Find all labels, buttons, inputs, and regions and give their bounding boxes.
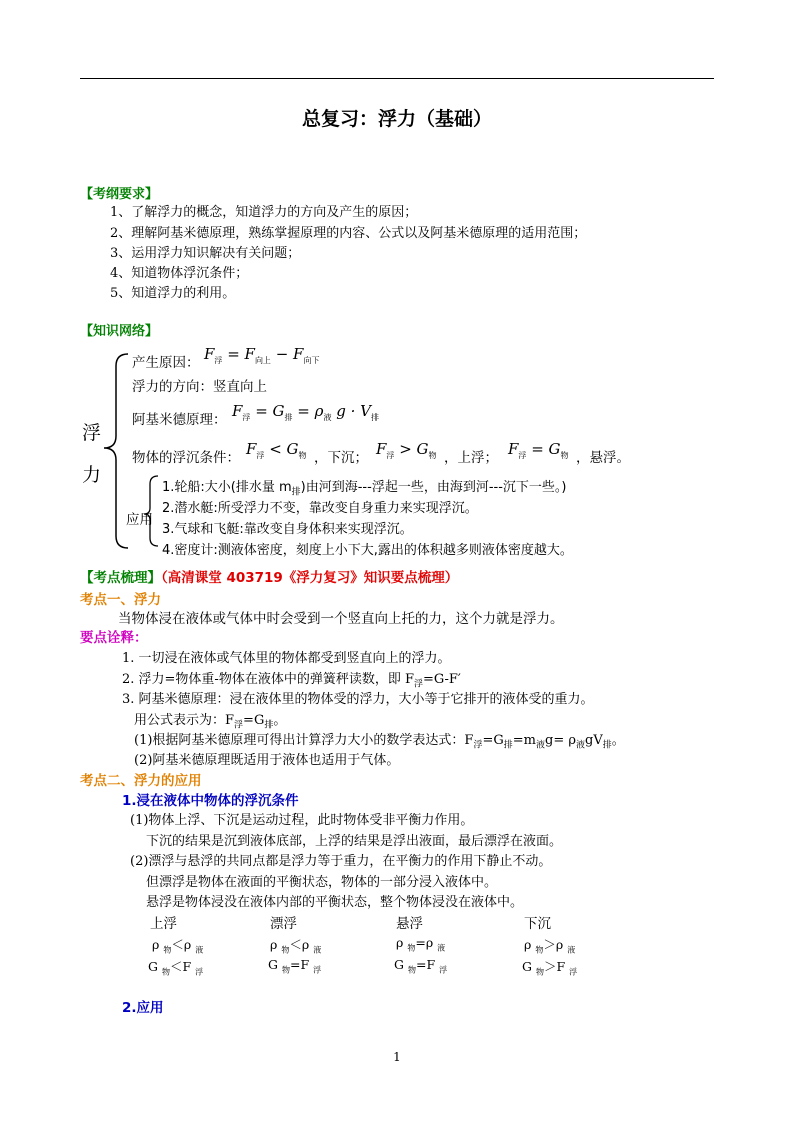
table-force-suspend: G $_物$=F $_浮$: [394, 957, 448, 975]
point1-title: 考点一、浮力: [80, 592, 161, 608]
sub1-line-5: 悬浮是物体浸没在液体内部的平衡状态，整个物体浸没在液体中。: [146, 895, 524, 910]
network-suspend-formula: $F_浮 = G_物$: [508, 440, 569, 460]
syllabus-item-3: 3、运用浮力知识解决有关问题；: [110, 246, 301, 261]
network-cause-label: 产生原因：: [132, 355, 200, 371]
network-heading: 【知识网络】: [80, 324, 159, 339]
table-header-sink: 下沉: [524, 916, 551, 932]
table-density-sink: ρ $_物$＞ρ $_液$: [524, 937, 576, 955]
sub1-line-1: (1)物体上浮、下沉是运动过程，此时物体受非平衡力作用。: [130, 813, 474, 828]
note-5: (2)阿基米德原理既适用于液体也适用于气体。: [134, 753, 400, 768]
network-archimedes-formula: $F_浮 = G_排 = \rho_液$ $g \cdot V_排$: [232, 402, 379, 422]
network-application-label: 应用: [126, 512, 153, 528]
sub1-line-3: (2)漂浮与悬浮的共同点都是浮力等于重力，在平衡力的作用下静止不动。: [130, 854, 552, 869]
application-ship: 1.轮船:大小(排水量 $m_排$)由河到海---浮起一些，由海到河---沉下一些。): [162, 480, 567, 498]
table-header-float: 漂浮: [270, 916, 297, 932]
network-suspend-word: ，悬浮。: [576, 450, 630, 466]
syllabus-heading: 【考纲要求】: [80, 187, 159, 202]
application-balloon: 3.气球和飞艇:靠改变自身体积来实现浮沉。: [162, 522, 413, 537]
syllabus-item-1: 1、了解浮力的概念，知道浮力的方向及产生的原因；: [110, 205, 418, 220]
syllabus-item-5: 5、知道浮力的利用。: [110, 286, 236, 301]
notes-title: 要点诠释：: [80, 630, 148, 646]
point1-text: 当物体浸在液体或气体中时会受到一个竖直向上托的力，这个力就是浮力。: [118, 611, 564, 627]
syllabus-item-4: 4、知道物体浮沉条件；: [110, 266, 249, 281]
network-root-li: 力: [82, 464, 102, 486]
sub1-line-4: 但漂浮是物体在液面的平衡状态，物体的一部分浸入液体中。: [146, 875, 498, 890]
review-heading: 【考点梳理】（高清课堂 403719《浮力复习》知识要点梳理）: [80, 570, 459, 586]
note-4: (1)根据阿基米德原理可得出计算浮力大小的数学表达式：$F_浮=G_排=m_液g= \rho_液gV_排$。: [134, 733, 625, 751]
table-header-rise: 上浮: [150, 916, 177, 932]
note-1: 1. 一切浸在液体或气体里的物体都受到竖直向上的浮力。: [122, 651, 451, 666]
table-density-float: ρ $_物$＜ρ $_液$: [270, 937, 322, 955]
note-3: 3. 阿基米德原理：浸在液体里的物体受的浮力，大小等于它排开的液体受的重力。: [122, 692, 594, 707]
network-root-fu: 浮: [82, 422, 102, 444]
sub2-title: 2.应用: [122, 1000, 164, 1016]
page-title: 总复习：浮力（基础）: [301, 108, 492, 130]
application-submarine: 2.潜水艇:所受浮力不变，靠改变自身重力来实现浮沉。: [162, 501, 478, 516]
note-3-formula: 用公式表示为：$F_浮=G_排$。: [134, 713, 287, 731]
sub1-title: 1.浸在液体中物体的浮沉条件: [122, 793, 299, 809]
network-archimedes-label: 阿基米德原理：: [132, 412, 227, 428]
network-float-sink-label: 物体的浮沉条件：: [132, 450, 240, 466]
table-density-rise: ρ $_物$＜ρ $_液$: [152, 937, 204, 955]
application-hydrometer: 4.密度计:测液体密度，刻度上小下大,露出的体积越多则液体密度越大。: [162, 543, 573, 558]
network-cause-formula: $F_浮 = F_{向上} - F_{向下}$: [204, 345, 320, 365]
header-rule: [80, 78, 714, 79]
point2-title: 考点二、浮力的应用: [80, 773, 202, 789]
sub1-line-2: 下沉的结果是沉到液体底部，上浮的结果是浮出液面，最后漂浮在液面。: [146, 834, 563, 849]
network-direction: 浮力的方向：竖直向上: [132, 379, 267, 395]
table-density-suspend: ρ $_物$=ρ $_液$: [396, 935, 446, 953]
page-number: 1: [393, 1050, 401, 1064]
table-force-sink: G $_物$＞F $_浮$: [522, 959, 578, 977]
network-rise-word: ，上浮；: [444, 450, 498, 466]
syllabus-item-2: 2、理解阿基米德原理，熟练掌握原理的内容、公式以及阿基米德原理的适用范围；: [110, 226, 587, 241]
table-header-suspend: 悬浮: [396, 916, 423, 932]
note-2: 2. 浮力=物体重-物体在液体中的弹簧秤读数，即 $F_浮=G-F'$: [122, 672, 461, 690]
table-force-float: G $_物$=F $_浮$: [268, 957, 322, 975]
table-force-rise: G $_物$＜F $_浮$: [148, 959, 204, 977]
network-rise-formula: $F_浮 > G_物$: [376, 440, 437, 460]
network-sink-word: ，下沉；: [314, 450, 368, 466]
network-sink-formula: $F_浮 < G_物$: [246, 440, 307, 460]
